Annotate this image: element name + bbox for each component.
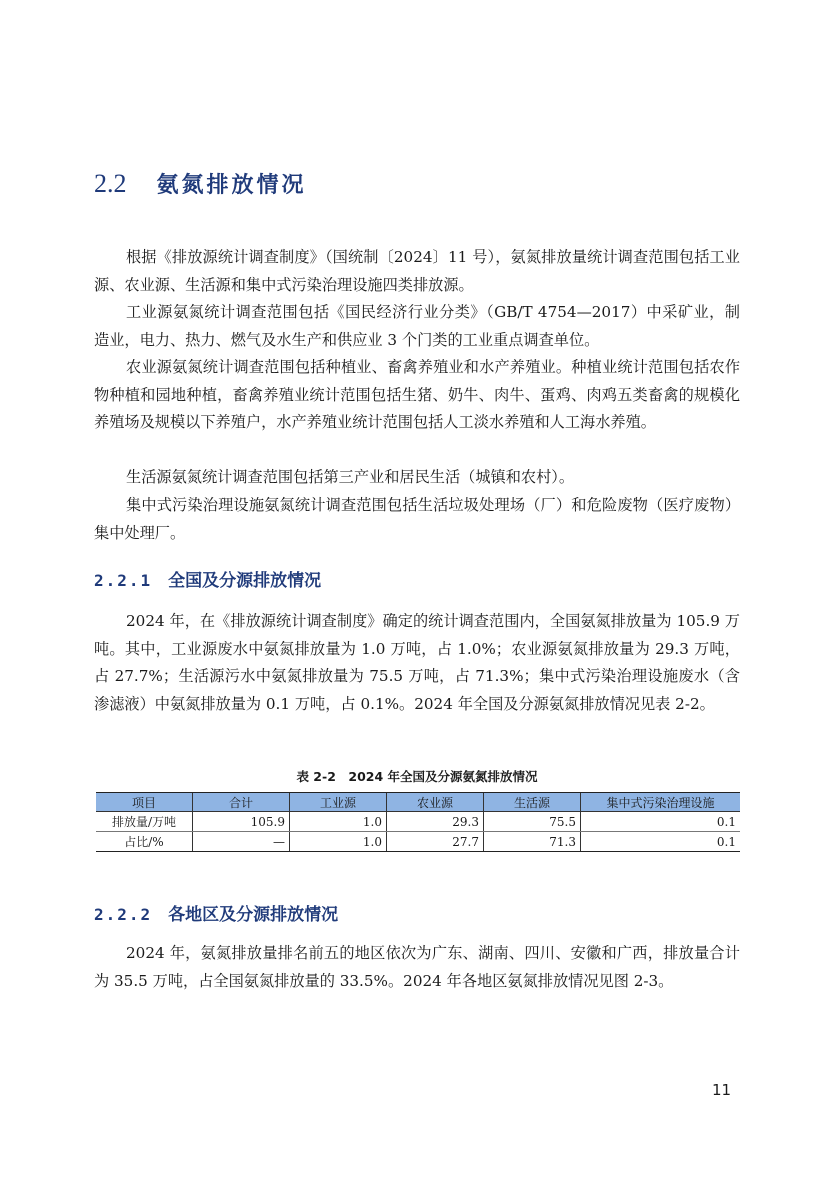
table-cell: 1.0 — [290, 812, 387, 832]
table-cell: — — [193, 832, 290, 852]
table-cell: 105.9 — [193, 812, 290, 832]
table-cell: 27.7 — [387, 832, 484, 852]
table-cell: 1.0 — [290, 832, 387, 852]
section-heading — [94, 168, 307, 199]
intro-paragraph-5: 集中式污染治理设施氨氮统计调查范围包括生活垃圾处理场（厂）和危险废物（医疗废物）集中处理厂。 — [94, 496, 740, 542]
table-cell: 29.3 — [387, 812, 484, 832]
table-cell: 排放量/万吨 — [96, 812, 193, 832]
subsection-title-1: 全国及分源排放情况 — [168, 571, 322, 591]
subsection-heading-1 — [94, 566, 321, 591]
subsection-number-1: 2.2.1 — [94, 571, 153, 590]
table-cell: 71.3 — [484, 832, 581, 852]
table-caption: 表 2-2 2024 年全国及分源氨氮排放情况 — [296, 769, 538, 784]
header-cell-total: 合计 — [193, 793, 290, 812]
header-cell-centralized: 集中式污染治理设施 — [581, 793, 741, 812]
emissions-table — [96, 792, 740, 852]
table-cell: 0.1 — [581, 832, 741, 852]
intro-paragraph-4: 生活源氨氮统计调查范围包括第三产业和居民生活（城镇和农村）。 — [126, 468, 575, 486]
table-row — [96, 812, 740, 832]
subsection-number-2: 2.2.2 — [94, 905, 153, 924]
section-number: 2.2 — [94, 169, 127, 198]
table-cell: 0.1 — [581, 812, 741, 832]
table-cell: 75.5 — [484, 812, 581, 832]
header-cell-domestic: 生活源 — [484, 793, 581, 812]
header-cell-agricultural: 农业源 — [387, 793, 484, 812]
subsection-title-2: 各地区及分源排放情况 — [168, 905, 339, 925]
regional-emissions-paragraph: 2024 年，氨氮排放量排名前五的地区依次为广东、湖南、四川、安徽和广西，排放量合计为 35.5 万吨，占全国氨氮排放量的 33.5%。2024 年各地区氨氮排放情况见图 2-3。 — [94, 944, 740, 990]
header-cell-industrial: 工业源 — [290, 793, 387, 812]
table-row — [96, 832, 740, 852]
section-title: 氨氮排放情况 — [156, 172, 307, 198]
subsection-heading-2 — [94, 900, 338, 925]
intro-paragraph-1: 根据《排放源统计调查制度》（国统制〔2024〕11 号），氨氮排放量统计调查范围包括工业源、农业源、生活源和集中式污染治理设施四类排放源。 — [94, 248, 740, 294]
header-cell-item: 项目 — [96, 793, 193, 812]
table-header-row — [96, 793, 740, 812]
national-emissions-paragraph: 2024 年，在《排放源统计调查制度》确定的统计调查范围内，全国氨氮排放量为 105.9 万吨。其中，工业源废水中氨氮排放量为 1.0 万吨，占 1.0%；农业源氨氮排放量为 29.3 万吨，占 27.7%；生活源污水中氨氮排放量为 75.5 万吨，占 71.3%；集中式污染治理设施废水（含渗滤液）中氨氮排放量为 0.1 万吨，占 0.1%。2024 年全国及分源氨氮排放情况见表 2-2。 — [94, 612, 740, 713]
table-cell: 占比/% — [96, 832, 193, 852]
intro-paragraph-2: 工业源氨氮统计调查范围包括《国民经济行业分类》（GB/T 4754—2017）中采矿业，制造业，电力、热力、燃气及水生产和供应业 3 个门类的工业重点调查单位。 — [94, 303, 740, 349]
intro-paragraph-3: 农业源氨氮统计调查范围包括种植业、畜禽养殖业和水产养殖业。种植业统计范围包括农作物种植和园地种植，畜禽养殖业统计范围包括生猪、奶牛、肉牛、蛋鸡、肉鸡五类畜禽的规模化养殖场及规模以下养殖户，水产养殖业统计范围包括人工淡水养殖和人工海水养殖。 — [94, 358, 740, 431]
page-number: 11 — [712, 1081, 732, 1099]
